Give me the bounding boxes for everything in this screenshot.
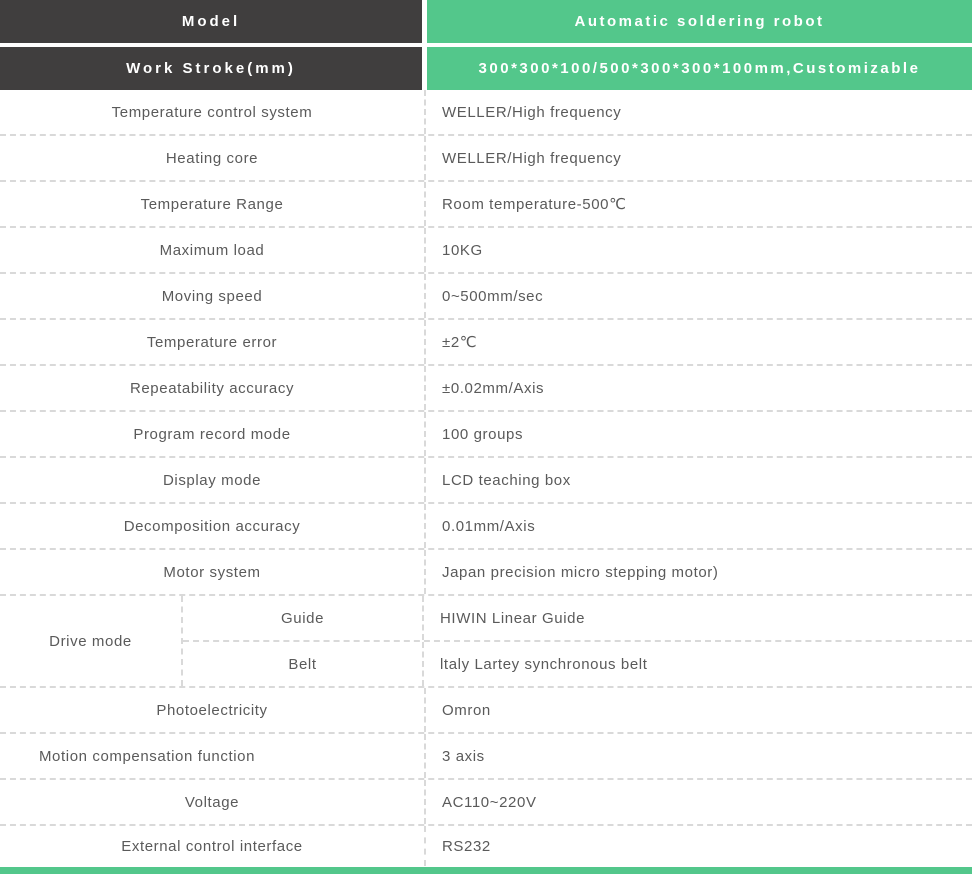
- spec-value: WELLER/High frequency: [442, 149, 622, 167]
- header-row-work-stroke: [0, 47, 972, 90]
- spec-row-decomposition-accuracy: [0, 504, 972, 550]
- spec-value: WELLER/High frequency: [442, 103, 622, 121]
- spec-row-repeatability-accuracy: [0, 366, 972, 412]
- spec-row-temperature-range: [0, 182, 972, 228]
- spec-value: Japan precision micro stepping motor): [442, 563, 719, 581]
- spec-label: Temperature Range: [0, 182, 426, 226]
- spec-value: RS232: [442, 837, 491, 855]
- spec-value: 10KG: [442, 241, 483, 259]
- header-model-label: Model: [0, 0, 422, 43]
- spec-label: Motion compensation function: [0, 734, 426, 778]
- spec-label: Temperature error: [0, 320, 426, 364]
- header-row-model: [0, 0, 972, 43]
- sub-label: Guide: [183, 596, 424, 640]
- spec-group-drive-mode: [0, 596, 972, 688]
- spec-label: Maximum load: [0, 228, 426, 272]
- spec-label: Display mode: [0, 458, 426, 502]
- spec-row-moving-speed: [0, 274, 972, 320]
- spec-row-heating-core: [0, 136, 972, 182]
- spec-value: AC110~220V: [442, 793, 537, 811]
- spec-value: ±2℃: [442, 334, 478, 351]
- spec-row-temperature-error: [0, 320, 972, 366]
- spec-value: LCD teaching box: [442, 471, 571, 489]
- drive-mode-label: Drive mode: [0, 596, 183, 686]
- spec-value: 100 groups: [442, 425, 524, 443]
- spec-row-voltage: [0, 780, 972, 826]
- spec-row-temperature-control-system: [0, 90, 972, 136]
- spec-label: Voltage: [0, 780, 426, 824]
- spec-row-maximum-load: [0, 228, 972, 274]
- spec-value: Room temperature-500℃: [442, 196, 627, 213]
- spec-row-external-control-interface: [0, 826, 972, 866]
- spec-label: Decomposition accuracy: [0, 504, 426, 548]
- spec-value: 0~500mm/sec: [442, 287, 544, 305]
- spec-label: Program record mode: [0, 412, 426, 456]
- spec-label: Temperature control system: [0, 90, 426, 134]
- spec-value: ±0.02mm/Axis: [442, 379, 545, 397]
- sub-label: Belt: [183, 642, 424, 686]
- spec-value: Omron: [442, 701, 491, 719]
- header-work-stroke-value: 300*300*100/500*300*300*100mm,Customizable: [427, 47, 972, 90]
- spec-value: 3 axis: [442, 747, 485, 765]
- spec-row-photoelectricity: [0, 688, 972, 734]
- header-work-stroke-label: Work Stroke(mm): [0, 47, 422, 90]
- spec-label: Moving speed: [0, 274, 426, 318]
- sub-value: ltaly Lartey synchronous belt: [440, 655, 648, 673]
- spec-row-motion-compensation: [0, 734, 972, 780]
- header-model-value: Automatic soldering robot: [427, 0, 972, 43]
- spec-label: External control interface: [0, 826, 426, 866]
- spec-label: Repeatability accuracy: [0, 366, 426, 410]
- sub-row-belt: [183, 642, 972, 686]
- bottom-accent-bar: [0, 867, 972, 874]
- spec-label: Heating core: [0, 136, 426, 180]
- drive-mode-subtable: [183, 596, 972, 686]
- spec-label: Photoelectricity: [0, 688, 426, 732]
- spec-label: Motor system: [0, 550, 426, 594]
- sub-value: HIWIN Linear Guide: [440, 609, 586, 627]
- spec-row-motor-system: [0, 550, 972, 596]
- spec-row-program-record-mode: [0, 412, 972, 458]
- spec-value: 0.01mm/Axis: [442, 517, 536, 535]
- spec-row-display-mode: [0, 458, 972, 504]
- sub-row-guide: [183, 596, 972, 642]
